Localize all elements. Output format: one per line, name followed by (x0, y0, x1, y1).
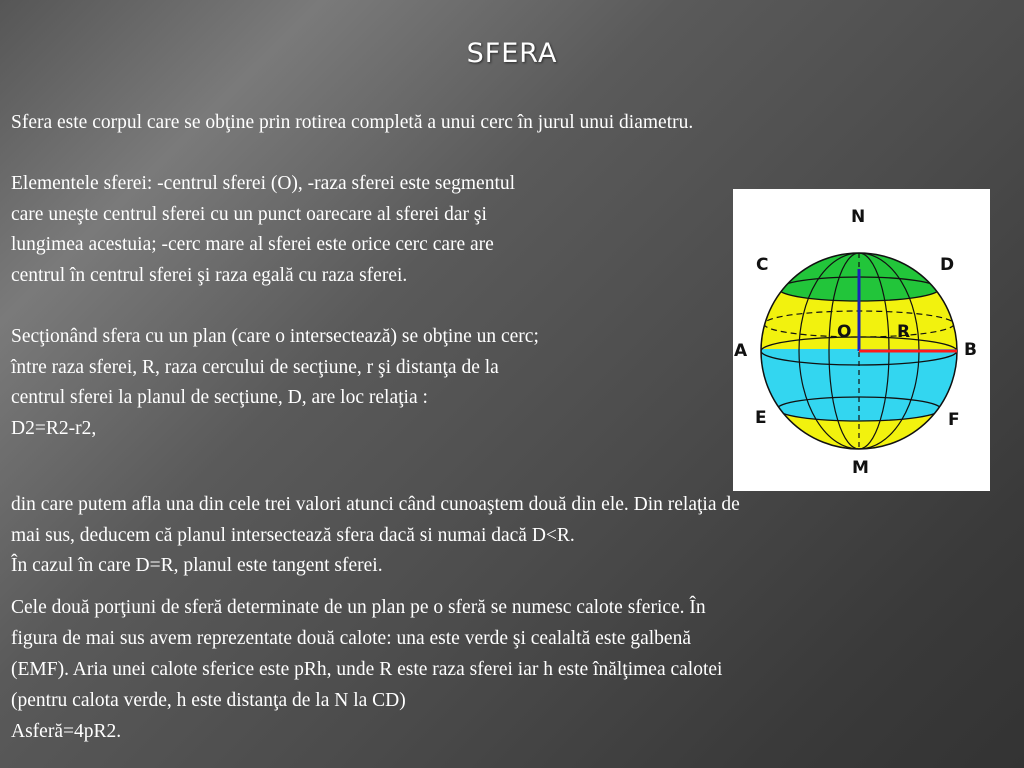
elements-line: care uneşte centrul sferei cu un punct oarecare al sferei dar şi (11, 203, 487, 225)
sphere-figure (733, 189, 990, 491)
consequence-line: În cazul în care D=R, planul este tangent sferei. (11, 555, 383, 576)
calote-line: (EMF). Aria unei calote sferice este pRh, unde R este raza sferei iar h este înălţimea calotei (11, 659, 723, 680)
label-f: F (948, 410, 960, 430)
label-d: D (940, 255, 955, 275)
elements-line: Elementele sferei: -centrul sferei (O), -raza sferei este segmentul (11, 173, 516, 194)
sphere-diagram (733, 189, 990, 491)
label-b: B (964, 340, 977, 360)
label-o: O (837, 322, 852, 342)
calote-line: figura de mai sus avem reprezentate două calote: una este verde şi cealaltă este galbenă (11, 628, 691, 649)
section-line: între raza sferei, R, raza cercului de secţiune, r şi distanţa de la (11, 356, 499, 378)
slide-title: SFERA (466, 38, 558, 69)
consequence-line: mai sus, deducem că planul intersectează sfera dacă si numai dacă D<R. (11, 524, 575, 546)
label-m: M (852, 458, 869, 478)
elements-line: lungimea acestuia; -cerc mare al sferei este orice cerc care are (11, 234, 494, 255)
formula-line: D2=R2-r2, (11, 417, 97, 439)
label-n: N (851, 207, 866, 227)
section-line: centrul sferei la planul de secţiune, D, are loc relaţia : (11, 387, 428, 408)
intro-line: Sfera este corpul care se obţine prin rotirea completă a unui cerc în jurul unui diametru. (11, 112, 694, 133)
elements-line: centrul în centrul sferei şi raza egală cu raza sferei. (11, 264, 408, 286)
calote-paragraph (11, 592, 722, 747)
label-c: C (756, 255, 769, 275)
label-r: R (897, 322, 911, 342)
intro-paragraph (11, 108, 693, 139)
consequence-paragraph (11, 490, 740, 582)
area-formula-line: Asferă=4pR2. (11, 721, 122, 742)
label-e: E (755, 408, 767, 428)
elements-paragraph (11, 169, 515, 291)
section-line: Secţionând sfera cu un plan (care o intersectează) se obţine un cerc; (11, 326, 539, 347)
label-a: A (734, 341, 748, 361)
section-paragraph (11, 322, 539, 444)
calote-line: (pentru calota verde, h este distanţa de la N la CD) (11, 690, 406, 711)
consequence-line: din care putem afla una din cele trei valori atunci când cunoaştem două din ele. Din relaţia de (11, 494, 740, 515)
calote-line: Cele două porţiuni de sferă determinate de un plan pe o sferă se numesc calote sferice. În (11, 597, 706, 618)
